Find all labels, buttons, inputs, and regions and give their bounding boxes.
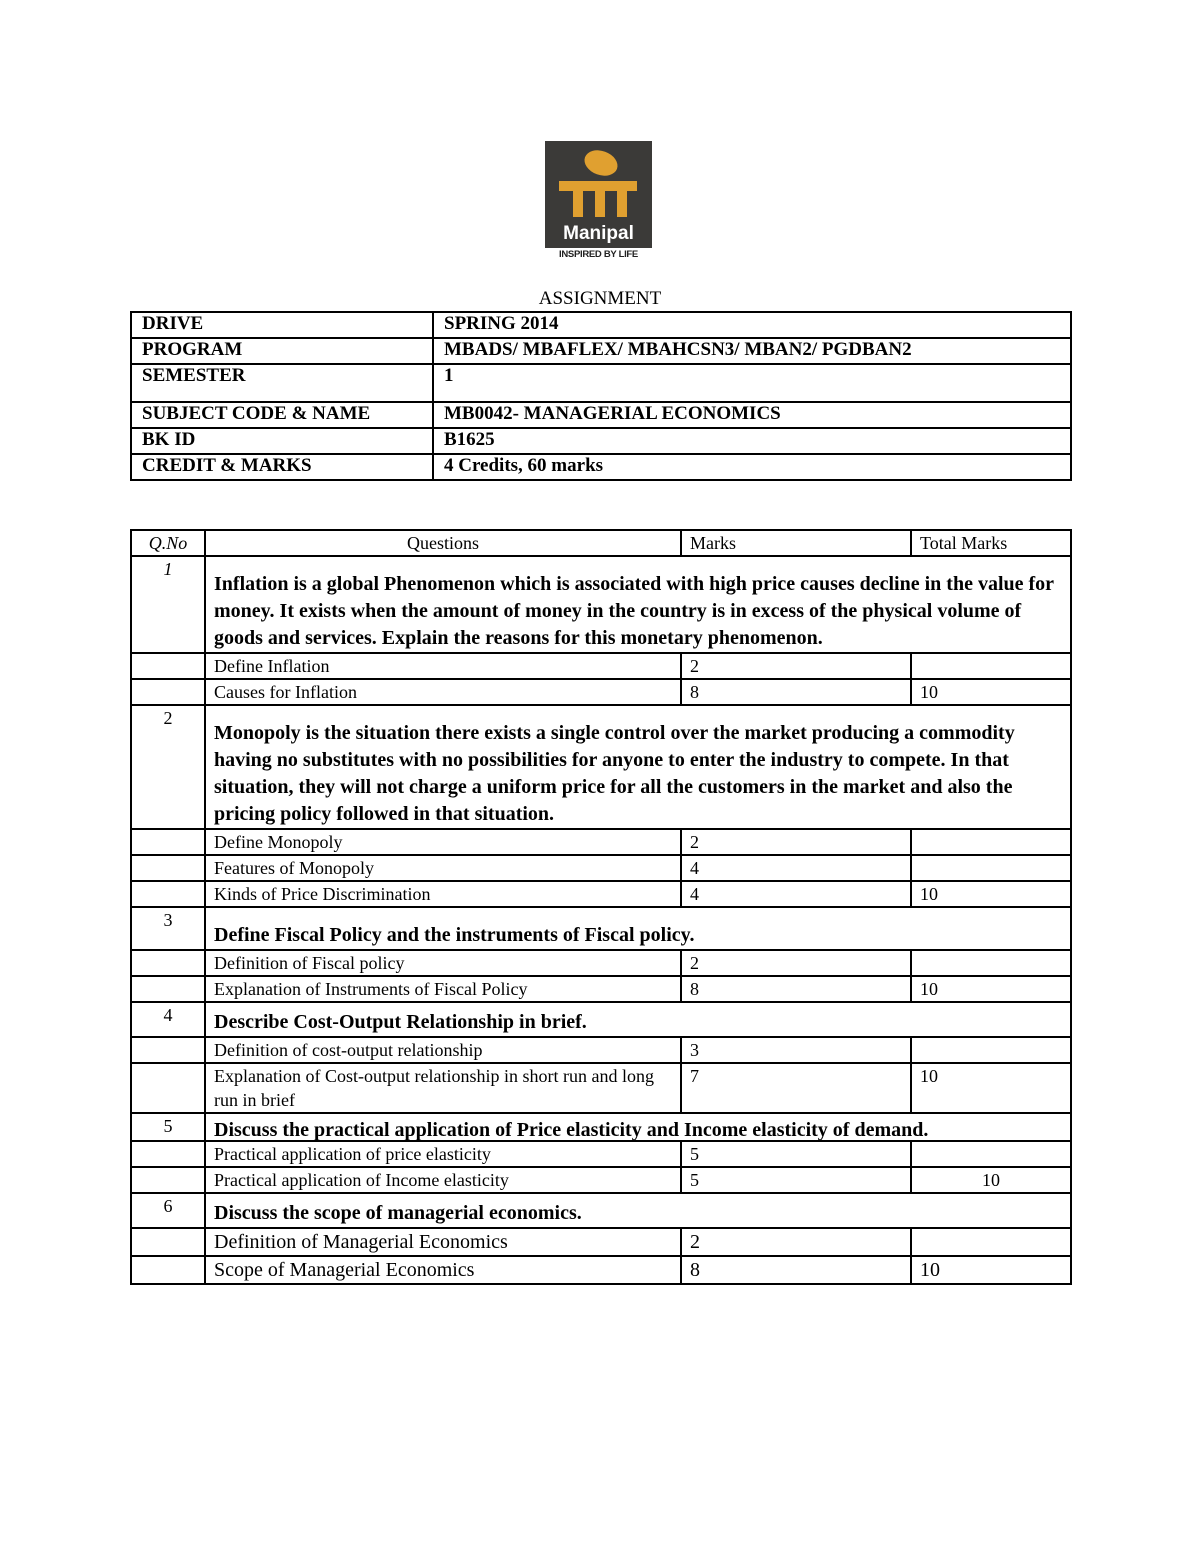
subpart-total [911,1037,1071,1063]
question-text-cell [205,705,1071,829]
info-row [131,364,1071,402]
question-text: Describe Cost-Output Relationship in brief. [214,1011,587,1033]
subpart-label: Definition of Managerial Economics [205,1228,681,1256]
subpart-row [131,1256,1071,1284]
subpart-label: Features of Monopoly [205,855,681,881]
info-value: 1 [433,364,1071,402]
subpart-total [911,653,1071,679]
subpart-marks: 5 [681,1141,911,1167]
question-number: 1 [131,556,205,653]
question-text-cell [205,556,1071,653]
subpart-marks: 8 [681,679,911,705]
subpart-total [911,855,1071,881]
empty-cell [131,1141,205,1167]
info-value: MBADS/ MBAFLEX/ MBAHCSN3/ MBAN2/ PGDBAN2 [433,338,1071,364]
header-qno: Q.No [131,530,205,556]
info-row [131,312,1071,338]
logo-tagline: INSPIRED BY LIFE [559,249,638,260]
info-label: SUBJECT CODE & NAME [131,402,433,428]
subpart-label: Explanation of Cost-output relationship in short run and long run in brief [205,1063,681,1113]
subpart-label: Causes for Inflation [205,679,681,705]
question-number: 2 [131,705,205,829]
subpart-total: 10 [911,881,1071,907]
subpart-row [131,1063,1071,1113]
manipal-logo [545,141,652,261]
question-row [131,1113,1071,1141]
subpart-label: Kinds of Price Discrimination [205,881,681,907]
subpart-marks: 8 [681,1256,911,1284]
subpart-marks: 5 [681,1167,911,1193]
question-text-cell [205,1002,1071,1037]
info-row [131,428,1071,454]
empty-cell [131,1228,205,1256]
subpart-label: Practical application of price elasticity [205,1141,681,1167]
subpart-row [131,1037,1071,1063]
empty-cell [131,829,205,855]
info-value: B1625 [433,428,1071,454]
info-row [131,338,1071,364]
question-text: Inflation is a global Phenomenon which is associated with high price causes decline in the value for money. It exists when the amount of money in the country is in excess of the physical volume of goods and services. Explain the reasons for this monetary phenomenon. [214,573,1054,649]
subpart-total [911,950,1071,976]
info-value: MB0042- MANAGERIAL ECONOMICS [433,402,1071,428]
header-questions: Questions [205,530,681,556]
question-number: 5 [131,1113,205,1141]
question-text: Discuss the scope of managerial economics. [214,1202,582,1224]
info-label: SEMESTER [131,364,433,402]
info-label: PROGRAM [131,338,433,364]
empty-cell [131,679,205,705]
question-text: Define Fiscal Policy and the instruments of Fiscal policy. [214,924,695,946]
question-text-cell [205,907,1071,950]
question-row [131,1002,1071,1037]
subpart-marks: 2 [681,653,911,679]
table-header-row [131,530,1071,556]
logo-brand: Manipal [563,223,634,244]
subpart-total [911,1141,1071,1167]
subpart-label: Define Monopoly [205,829,681,855]
question-text-cell [205,1193,1071,1228]
empty-cell [131,1037,205,1063]
subpart-total: 10 [911,679,1071,705]
subpart-label: Scope of Managerial Economics [205,1256,681,1284]
subpart-total [911,829,1071,855]
info-label: BK ID [131,428,433,454]
subpart-marks: 4 [681,881,911,907]
question-row [131,705,1071,829]
header-total-marks: Total Marks [911,530,1071,556]
question-number: 4 [131,1002,205,1037]
question-text-cell [205,1113,1071,1141]
empty-cell [131,653,205,679]
subpart-label: Explanation of Instruments of Fiscal Policy [205,976,681,1002]
subpart-row [131,829,1071,855]
subpart-row [131,950,1071,976]
subpart-marks: 3 [681,1037,911,1063]
subpart-marks: 8 [681,976,911,1002]
subpart-marks: 7 [681,1063,911,1113]
subpart-total: 10 [911,976,1071,1002]
empty-cell [131,1167,205,1193]
empty-cell [131,881,205,907]
question-text: Monopoly is the situation there exists a single control over the market producing a commodity having no substitutes with no possibilities for anyone to enter the industry to compete. In that situation, they will not charge a uniform price for all the customers in the market and also the pricing policy followed in that situation. [214,722,1015,825]
subpart-total: 10 [911,1167,1071,1193]
question-row [131,907,1071,950]
question-row [131,1193,1071,1228]
subpart-label: Definition of cost-output relationship [205,1037,681,1063]
empty-cell [131,1063,205,1113]
empty-cell [131,1256,205,1284]
empty-cell [131,855,205,881]
subpart-row [131,653,1071,679]
questions-table [130,529,1072,1285]
info-label: DRIVE [131,312,433,338]
empty-cell [131,976,205,1002]
subpart-label: Practical application of Income elasticity [205,1167,681,1193]
subpart-row [131,679,1071,705]
subpart-row [131,1141,1071,1167]
question-number: 6 [131,1193,205,1228]
empty-cell [131,950,205,976]
question-text: Discuss the practical application of Price elasticity and Income elasticity of demand. [214,1119,929,1141]
subpart-marks: 2 [681,1228,911,1256]
subpart-marks: 2 [681,829,911,855]
info-row [131,454,1071,480]
header-marks: Marks [681,530,911,556]
subpart-row [131,881,1071,907]
subpart-marks: 2 [681,950,911,976]
subpart-label: Definition of Fiscal policy [205,950,681,976]
subpart-label: Define Inflation [205,653,681,679]
assignment-info-table [130,311,1072,481]
subpart-row [131,855,1071,881]
subpart-total [911,1228,1071,1256]
subpart-row [131,976,1071,1002]
info-row [131,402,1071,428]
question-number: 3 [131,907,205,950]
subpart-marks: 4 [681,855,911,881]
subpart-row [131,1228,1071,1256]
question-row [131,556,1071,653]
info-label: CREDIT & MARKS [131,454,433,480]
document-title: ASSIGNMENT [538,288,662,309]
info-value: SPRING 2014 [433,312,1071,338]
info-value: 4 Credits, 60 marks [433,454,1071,480]
subpart-total: 10 [911,1256,1071,1284]
subpart-row [131,1167,1071,1193]
subpart-total: 10 [911,1063,1071,1113]
